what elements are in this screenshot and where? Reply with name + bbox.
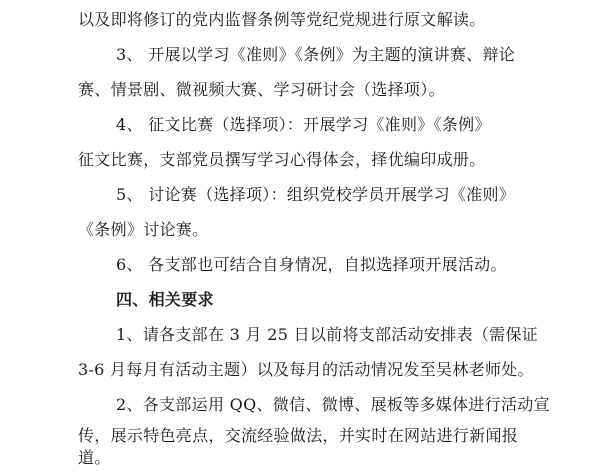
paragraph-line: 征文比赛，支部党员撰写学习心得体会，择优编印成册。	[78, 150, 486, 169]
list-item-5: 5、 讨论赛（选择项）：组织党校学员开展学习《准则》	[116, 185, 516, 204]
list-item-6: 6、 各支部也可结合自身情况，自拟选择项开展活动。	[116, 255, 507, 274]
paragraph-line: 3-6 月每月有活动主题）以及每月的活动情况发至吴林老师处。	[78, 360, 534, 379]
paragraph-line: 赛、情景剧、微视频大赛、学习研讨会（选择项）。	[78, 80, 445, 99]
paragraph-line: 道。	[78, 448, 111, 467]
paragraph-line: 传，展示特色亮点，交流经验做法，并实时在网站进行新闻报	[78, 426, 519, 445]
section-heading: 四、相关要求	[116, 290, 214, 309]
requirement-item-1: 1、请各支部在 3 月 25 日以前将支部活动安排表（需保证	[116, 325, 539, 344]
requirement-item-2: 2、各支部运用 QQ、微信、微博、展板等多媒体进行活动宣	[116, 395, 550, 414]
list-item-4: 4、 征文比赛（选择项）：开展学习《准则》《条例》	[116, 115, 491, 134]
paragraph-line: 以及即将修订的党内监督条例等党纪党规进行原文解读。	[78, 10, 486, 29]
list-item-3: 3、 开展以学习《准则》《条例》为主题的演讲赛、辩论	[116, 45, 516, 64]
paragraph-line: 《条例》讨论赛。	[78, 220, 209, 239]
